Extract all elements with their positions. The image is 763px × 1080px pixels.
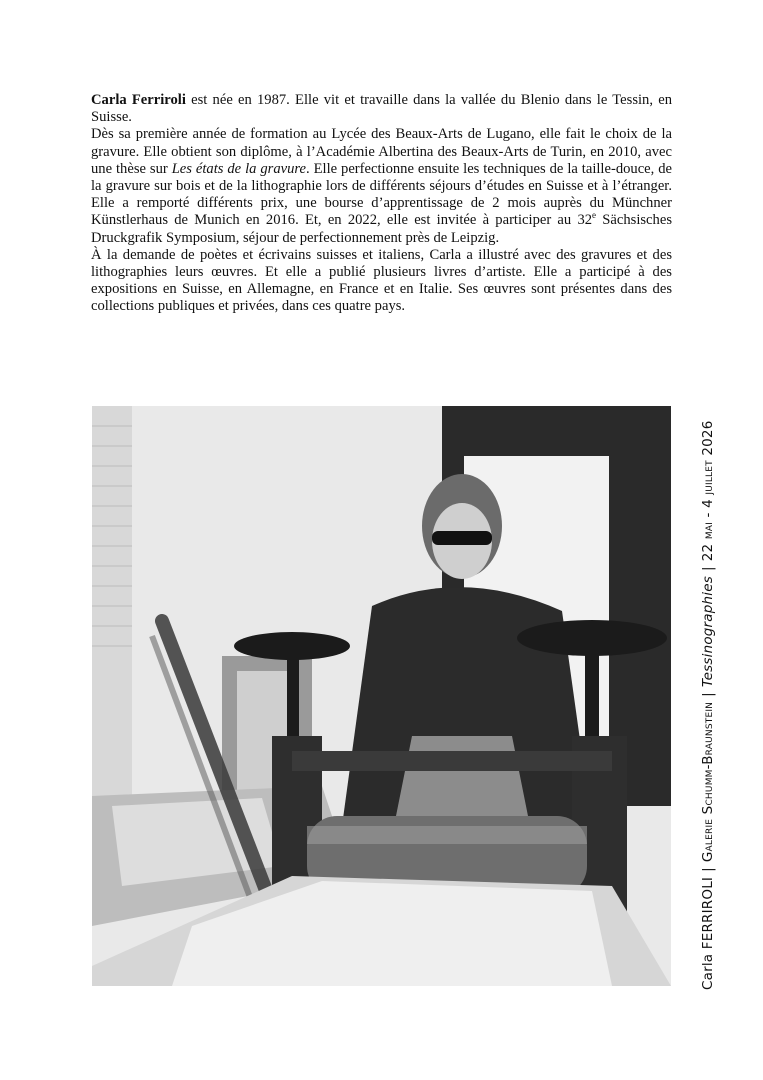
bio-paragraph-3: À la demande de poètes et écrivains suisses et italiens, Carla a illustré avec des gravures et des lithographies leurs œuvres. Et elle a publié plusieurs livres d’artiste. Elle a participé à des expositions en Suisse, en Allemagne, en France et en Italie. Ses œuvres sont présentes dans des collections publiques et privées, dans ces quatre pays.	[91, 246, 672, 315]
artist-name: Carla Ferriroli	[91, 92, 186, 108]
spine-exhibition-dates: 22 mai - 4 juillet 2026	[700, 420, 716, 562]
spine-artist-first-name: Carla	[700, 949, 716, 990]
printing-press-photo-illustration	[92, 406, 671, 986]
spine-separator-2: |	[700, 692, 716, 697]
bio-paragraph-2	[91, 126, 672, 246]
biography-text	[91, 92, 672, 316]
bio-paragraph-2-text-b: . Elle perfectionne ensuite les techniques de la taille-douce, de la gravure sur bois et de la lithographie lors de différents séjours d’études en Suisse et à l’étranger. Elle a remporté différents prix, une bourse d’apprentissage de 2 mois auprès du Münchner Künstlerhaus de Munich en 2016. Et, en 2022, elle est invitée à participer au 32	[91, 160, 673, 229]
ordinal-superscript: e	[592, 210, 597, 221]
spine-caption	[700, 340, 716, 990]
spine-artist-last-name: FERRIROLI	[700, 876, 716, 950]
thesis-title: Les états de la gravure	[171, 160, 307, 177]
spine-separator-1: |	[700, 867, 716, 872]
bio-paragraph-1	[91, 92, 672, 126]
spine-gallery-name: Galerie Schumm-Braunstein	[700, 701, 716, 863]
spine-exhibition-title: Tessinographies	[700, 575, 716, 688]
bio-paragraph-1-text: est née en 1987. Elle vit et travaille dans la vallée du Blenio dans le Tessin, en Suisse.	[91, 92, 672, 126]
bio-paragraph-2-text-c: Sächsisches Druckgrafik Symposium, séjour de perfectionnement près de Leipzig.	[91, 212, 672, 246]
spine-separator-3: |	[700, 566, 716, 571]
bio-paragraph-2-text-a: Dès sa première année de formation au Lycée des Beaux-Arts de Lugano, elle fait le choix de la gravure. Elle obtient son diplôme, à l’Académie Albertina des Beaux-Arts de Turin, en 2010, avec une thèse sur	[91, 126, 672, 177]
artist-photo	[92, 406, 671, 986]
